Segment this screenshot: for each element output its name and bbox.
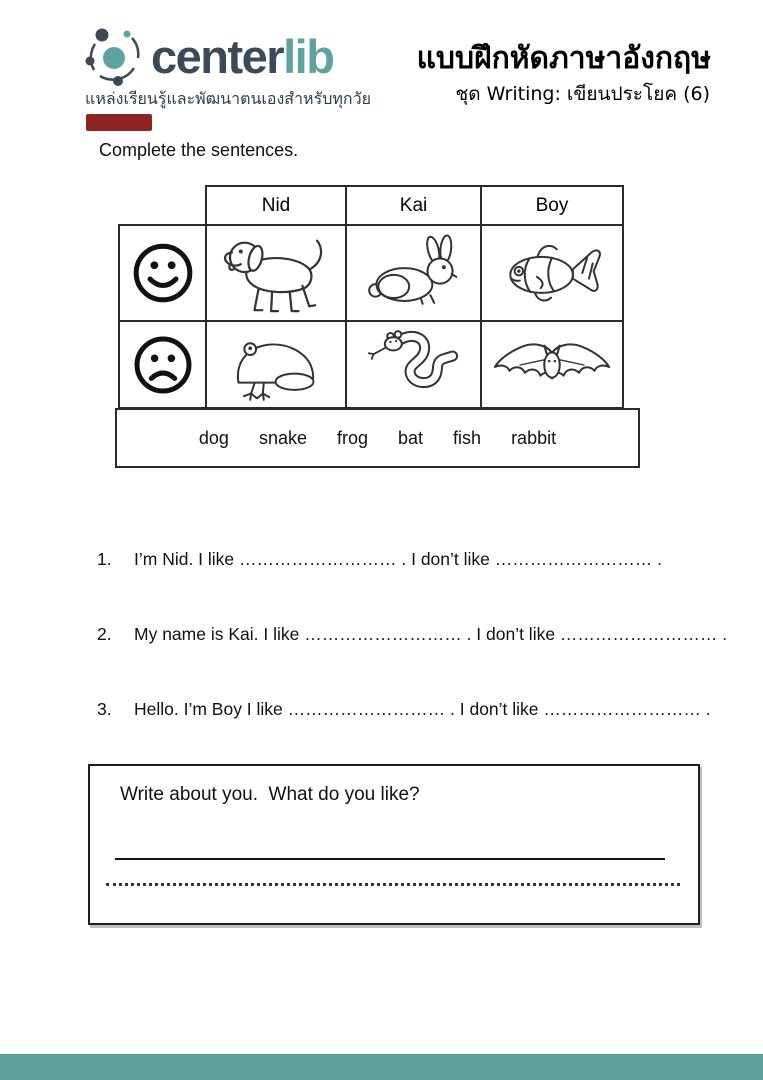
snake-image xyxy=(347,325,480,405)
animals-table xyxy=(118,185,624,409)
sentence-text: I’m Nid. I like ……………………… . I don’t like ……………………… . xyxy=(134,549,662,569)
sentence-number: 3. xyxy=(97,699,112,719)
word-bank-item-frog: frog xyxy=(336,427,369,448)
word-bank xyxy=(115,408,640,468)
column-header-nid: Nid xyxy=(206,186,346,225)
write-about-you-box xyxy=(88,764,700,925)
animal-cell-frog xyxy=(206,321,346,408)
sentence-number: 2. xyxy=(97,624,112,644)
animal-cell-dog xyxy=(206,225,346,321)
word-bank-item-rabbit: rabbit xyxy=(511,427,557,448)
sentence-text: Hello. I’m Boy I like ……………………… . I don’t like ……………………… . xyxy=(134,699,711,719)
answer-line-solid xyxy=(115,858,665,860)
table-corner-empty xyxy=(119,186,206,225)
sentence-number: 1. xyxy=(97,549,112,569)
happy-face-icon xyxy=(120,241,205,305)
word-bank-item-dog: dog xyxy=(198,427,229,448)
word-bank-item-snake: snake xyxy=(258,427,307,448)
sentence-item-2 xyxy=(97,623,727,645)
animal-cell-snake xyxy=(346,321,481,408)
sentence-text: My name is Kai. I like ……………………… . I don’t like ……………………… . xyxy=(134,624,728,644)
table-header-row xyxy=(119,186,623,225)
worksheet-title: แบบฝึกหัดภาษาอังกฤษ xyxy=(416,41,711,76)
footer-teal-bar xyxy=(0,1054,763,1080)
column-header-boy: Boy xyxy=(481,186,623,225)
instruction-text: Complete the sentences. xyxy=(99,140,299,160)
brand-wordmark xyxy=(151,30,334,83)
answer-line-dotted xyxy=(106,883,680,886)
animal-cell-bat xyxy=(481,321,623,408)
mood-cell-sad xyxy=(119,321,206,408)
brand-red-badge xyxy=(86,114,152,131)
brand-wordmark-center: center xyxy=(151,30,284,83)
table-row-like xyxy=(119,225,623,321)
brand-wordmark-lib: lib xyxy=(283,30,334,83)
rabbit-image xyxy=(347,233,480,313)
fish-image xyxy=(482,237,622,309)
table-row-dont-like xyxy=(119,321,623,408)
sentence-item-1 xyxy=(97,548,662,570)
bat-image xyxy=(482,335,622,395)
frog-image xyxy=(207,325,345,405)
write-prompt: Write about you. What do you like? xyxy=(120,784,420,805)
dog-image xyxy=(207,228,345,318)
sad-face-icon xyxy=(120,334,205,396)
brand-logo xyxy=(82,24,333,88)
centerlib-logo-icon xyxy=(82,24,146,88)
sentence-item-3 xyxy=(97,698,711,720)
mood-cell-happy xyxy=(119,225,206,321)
animal-cell-rabbit xyxy=(346,225,481,321)
animal-cell-fish xyxy=(481,225,623,321)
column-header-kai: Kai xyxy=(346,186,481,225)
brand-tagline: แหล่งเรียนรู้และพัฒนาตนเองสำหรับทุกวัย xyxy=(85,89,371,108)
word-bank-item-bat: bat xyxy=(398,427,424,448)
word-bank-item-fish: fish xyxy=(453,427,482,448)
worksheet-subtitle: ชุด Writing: เขียนประโยค (6) xyxy=(455,83,710,105)
